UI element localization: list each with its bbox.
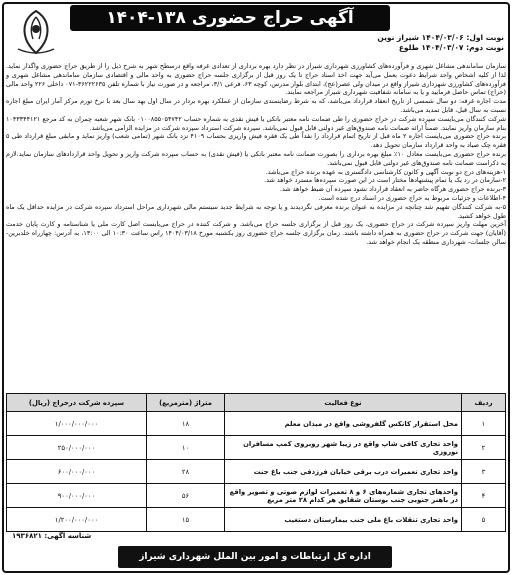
table-row	[7, 460, 506, 484]
table-row	[7, 508, 506, 532]
shiraz-municipality-logo	[8, 5, 64, 57]
auction-items-table	[6, 393, 506, 532]
cell-area: ۱۵	[147, 508, 225, 532]
table-row	[7, 484, 506, 508]
notice-title: آگهی حراج حضوری ۱۳۸-۱۴۰۴	[70, 5, 390, 31]
table-header-row	[7, 394, 506, 412]
cell-area: ۱۸	[147, 412, 225, 436]
cell-no: ۴	[462, 484, 506, 508]
cell-activity: واحد تجاری کافی شاپ واقع در زیبا شهر روبروی کمپ مسافران نوروزی	[225, 436, 462, 460]
notice-body	[6, 62, 506, 247]
cell-deposit: ۶۰۰/۰۰۰/۰۰۰	[7, 460, 147, 484]
paragraph: سازمان ساماندهی مشاغل شهری و فرآورده‌های کشاورزی شهرداری شیراز در نظر دارد بهره برداری از تعدادی غرفه واقع درسطح شهر به شرح ذیل را از طریق حراج حضوری واگذار نماید. لذا از کلیه اشخاص واجد شرایط دعوت بعمل می‌آید جهت اخذ اسناد حراج تا یک روز قبل از برگزاری جلسه حراج حضوری به واحد مالی و اقتصادی سازمان ساماندهی مشاغل شهری و فرآورده‌های کشاورزی شهرداری شیراز واقع در میدان ولی عصر(عج)، ابتدای بلوار مدرس، کوچه ۶۳، فرعی ۳/۱، مراجعه و در صورت نیاز با شماره تلفن ۳۶۲۲۲۶۳۵-۰۷۱ داخلی ۲۲۶ واحد مالی (حراج) تماس حاصل فرمایید و یا به سامانه شفافیت شهرداری شیراز مراجعه نمایند.	[6, 62, 506, 97]
cell-activity: محل استقرار کانکس گلفروشی واقع در میدان معلم	[225, 412, 462, 436]
col-header-area: متراژ (مترمربع)	[147, 394, 225, 412]
cell-no: ۳	[462, 460, 506, 484]
cell-deposit: ۱/۲۰۰/۰۰۰/۰۰۰	[7, 508, 147, 532]
cell-activity: واحد تجاری تعمیرات درب برقی خیابان فرزدقی جنب باغ جنت	[225, 460, 462, 484]
table-row	[7, 436, 506, 460]
cell-no: ۵	[462, 508, 506, 532]
paragraph: ۲-سازمان در رد یک یا تمام پیشنهادها مختار است در این صورت سپرده‌ها مسترد خواهد شد.	[264, 176, 506, 185]
cell-area: ۵۶	[147, 484, 225, 508]
paragraph: برنده حراج حضوری می‌بایست معادل ۱۰٪ مبلغ بهره برداری را بصورت ضمانت نامه معتبر بانکی یا (فیش نقدی) به حساب سپرده شرکت واریز و تحویل واحد قراردادهای سازمان نماید.لازم به ذکراست ضمانت نامه صندوق‌های غیر دولتی قابل قبول نمی‌باشد.	[6, 149, 506, 167]
cell-deposit: ۱/۰۰۰/۰۰۰/۰۰۰	[7, 412, 147, 436]
cell-activity: واحد تجاری تنقلات باغ ملی جنب بیمارستان دستغیب	[225, 508, 462, 532]
paragraph: ۵-به شرکت کنندگان تفهیم شد چنانچه در مزایده به عنوان برنده معرفی نگردیدند و یا توجه به شرایط جدید سیستم مالی شهرداری مراحل استرداد سپرده شرکت در مزایده حداقل یک ماه طول خواهد کشید.	[6, 202, 506, 220]
paragraph: شرکت کنندگان می‌بایست سپرده شرکت در حراج حضوری را طی ضمانت نامه معتبر بانکی یا فیش نقدی به شماره حساب ۰۱۰۰۸۵۵۰۵۴۷۴۲ بانک شهر شعبه چمران به کد مرجع ۱۰۴۳۳۴۴۱۲۱ بنام سازمان واریز نمایند. ضمناً ارائه ضمانت نامه صندوق‌های غیر دولتی قابل قبول نمی‌باشد. سپرده شرکت استرداد سپرده شرکت در مزایده الزامی می‌باشد.	[6, 114, 506, 132]
col-header-deposit: سپرده شرکت درحراج (ریال)	[7, 394, 147, 412]
publication-dates	[274, 33, 504, 53]
paragraph: آخرین مهلت واریز سپرده شرکت در حراج حضوری، یک روز قبل از برگزاری جلسه حراج می‌باشد. و شرکت کننده در حراج می‌بایست اصل کارت ملی یا شناسنامه و کارت پایان خدمت (آقایان) جهت شرکت در حراج حضوری به همراه داشته باشند. زمان برگزاری جلسه حراج حضوری روز یکشنبه مورخ ۱۴۰۴/۰۳/۱۸ راس ساعت ۱۰:۳۰ الی ۱۳:۰۰، به آدرس: چهارراه خلدبرین- سالن جلسات- شهرداری منطقه یک انجام خواهد شد.	[6, 220, 506, 246]
publication-second: نوبت دوم: ۱۴۰۴/۰۳/۰۷ طلوع	[398, 43, 504, 52]
col-header-no: ردیف	[462, 394, 506, 412]
cell-area: ۱۰	[147, 436, 225, 460]
department-banner: اداره کل ارتباطات و امور بین الملل شهرداری شیراز	[118, 546, 392, 568]
paragraph: مدت اجاره غرفه: دو سال شمسی از تاریخ انعقاد قرارداد می‌باشد، که به شرط رضایتمندی سازمان از عملکرد بهره بردار در سال اول بهد سال بعد با نرخ تورم مرکز آمار ایران مبلغ اجاره نسبت به سال قبل، قابل تمدید می‌باشد.	[6, 97, 506, 114]
cell-no: ۱	[462, 412, 506, 436]
cell-activity: واحدهای تجاری شماره‌های ۶ و ۸ تعمیرات لوازم صوتی و تصویر واقع در باهنر جنوبی جنب بوستان شقایق هر کدام ۲۸ متر مربع	[225, 484, 462, 508]
paragraph: ۱-هزینه‌های درج دو نوبت آگهی و کانون کارشناسی دادگستری به عهده برنده حراج می‌باشد.	[265, 167, 506, 176]
paragraph: ۴-اطلاعات و جزئیات مربوط به حراج حضوری در اسناد درج شده است.	[318, 193, 506, 202]
col-header-activity: نوع فعالیت	[225, 394, 462, 412]
paragraph: ۳-برنده حراج حضوری هرگاه حاضر به انعقاد قرارداد نشود سپرده آن ضبط خواهد شد.	[279, 185, 506, 194]
table-row	[7, 412, 506, 436]
cell-no: ۲	[462, 436, 506, 460]
paragraph: برنده حراج حضوری می‌بایست اجاره ۲ ماه قبل از تاریخ اتمام قرارداد را نقداً طی یک فقره فیش واریزی بحساب ۴۱۰۹ نزد بانک شهر (تمامی شعب) واریز نماید و مابقی مبلغ قرارداد طی ۵ فقره چک صیاد به واحد قرارداد سازمان تحویل دهد.	[6, 132, 506, 150]
cell-deposit: ۲۵۰/۰۰۰/۰۰۰	[7, 436, 147, 460]
publication-first: نوبت اول: ۱۴۰۴/۰۳/۰۶ شیراز نوین	[377, 33, 504, 42]
cell-deposit: ۹۰۰/۰۰۰/۰۰۰	[7, 484, 147, 508]
cell-area: ۲۸	[147, 460, 225, 484]
ad-identifier: شناسه آگهی: ۱۹۳۶۸۲۱	[12, 532, 92, 540]
